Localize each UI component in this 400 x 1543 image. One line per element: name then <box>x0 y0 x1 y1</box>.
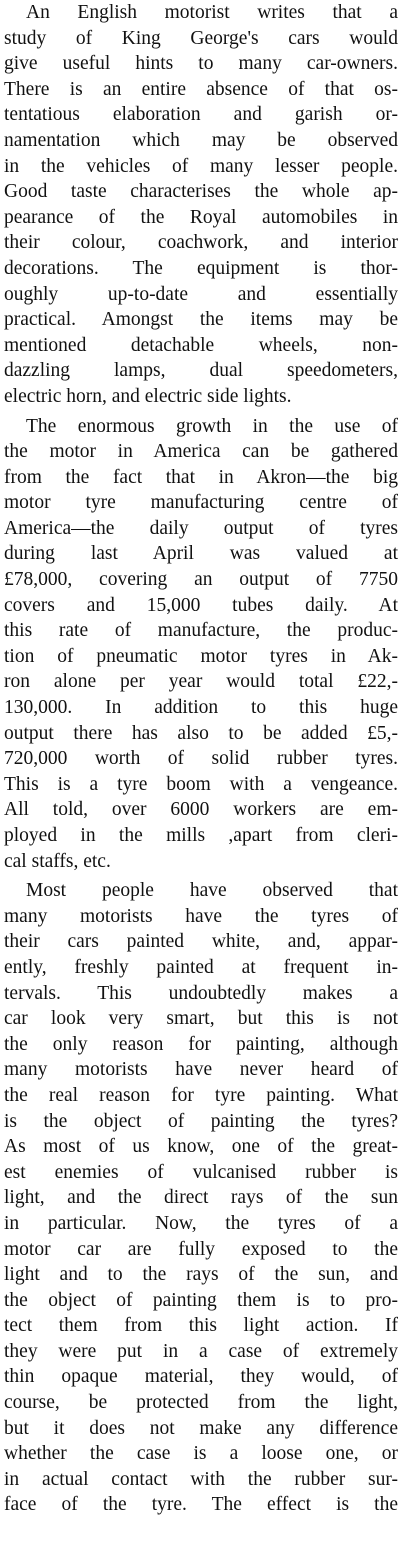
text-line: covers and 15,000 tubes daily. At <box>4 594 398 616</box>
text-line: their cars painted white, and, appar- <box>4 931 398 953</box>
text-line: course, be protected from the light, <box>4 1392 398 1414</box>
text-line: practical. Amongst the items may be <box>4 309 398 331</box>
text-line: All told, over 6000 workers are em- <box>4 799 398 821</box>
text-line: study of King George's cars would <box>4 27 398 49</box>
text-line: America—the daily output of tyres <box>4 517 398 539</box>
text-line: the only reason for painting, although <box>4 1033 398 1055</box>
paragraph-painted-tyres <box>4 878 398 1518</box>
text-line: This is a tyre boom with a vengeance. <box>4 773 398 795</box>
text-line: There is an entire absence of that os- <box>4 78 398 100</box>
text-line: during last April was valued at <box>4 543 398 565</box>
text-line: ently, freshly painted at frequent in- <box>4 956 398 978</box>
text-line: output there has also to be added £5,- <box>4 722 398 744</box>
text-line: tect them from this light action. If <box>4 1315 398 1337</box>
text-line: cal staffs, etc. <box>4 850 111 872</box>
text-line: tion of pneumatic motor tyres in Ak- <box>4 645 398 667</box>
text-line: in the vehicles of many lesser people. <box>4 155 398 177</box>
text-line: many motorists have the tyres of <box>4 905 398 927</box>
text-line: motor car are fully exposed to the <box>4 1238 398 1260</box>
text-line: give useful hints to many car-owners. <box>4 53 398 75</box>
text-line: est enemies of vulcanised rubber is <box>4 1161 398 1183</box>
text-line: 130,000. In addition to this huge <box>4 697 398 719</box>
text-line: in particular. Now, the tyres of a <box>4 1212 398 1234</box>
text-line: namentation which may be observed <box>4 129 398 151</box>
text-line: 720,000 worth of solid rubber tyres. <box>4 748 398 770</box>
text-line: in actual contact with the rubber sur- <box>4 1468 398 1490</box>
text-line: light and to the rays of the sun, and <box>4 1264 398 1286</box>
text-line: ployed in the mills ,apart from cleri- <box>4 825 398 846</box>
text-line: The enormous growth in the use of <box>26 415 398 437</box>
text-line: Most people have observed that <box>26 880 398 902</box>
text-line: but it does not make any difference <box>4 1417 398 1439</box>
text-line: car look very smart, but this is not <box>4 1008 398 1030</box>
text-line: ron alone per year would total £22,- <box>4 671 398 693</box>
text-line: pearance of the Royal automobiles in <box>4 206 398 228</box>
text-line: this rate of manufacture, the produc- <box>4 620 398 642</box>
text-line: As most of us know, one of the great- <box>4 1136 398 1158</box>
paragraph-american-tyres <box>4 414 398 875</box>
text-line: oughly up-to-date and essentially <box>4 283 398 305</box>
text-line: Good taste characterises the whole ap- <box>4 181 398 203</box>
text-line: the real reason for tyre painting. What <box>4 1084 398 1106</box>
text-line: the motor in America can be gathered <box>4 441 398 463</box>
text-line: light, and the direct rays of the sun <box>4 1187 398 1209</box>
text-line: many motorists have never heard of <box>4 1059 398 1081</box>
text-line: motor tyre manufacturing centre of <box>4 492 398 514</box>
text-line: from the fact that in Akron—the big <box>4 466 398 488</box>
text-line: dazzling lamps, dual speedometers, <box>4 360 398 382</box>
text-line: tervals. This undoubtedly makes a <box>4 982 398 1004</box>
text-line: they were put in a case of extremely <box>4 1340 398 1362</box>
text-line: is the object of painting the tyres? <box>4 1110 398 1132</box>
text-line: An English motorist writes that a <box>26 2 398 23</box>
text-line: their colour, coachwork, and interior <box>4 232 398 254</box>
text-line: the object of painting them is to pro- <box>4 1289 398 1311</box>
text-line: tentatious elaboration and garish or- <box>4 104 398 126</box>
text-line: £78,000, covering an output of 7750 <box>4 569 398 591</box>
paragraph-royal-cars <box>4 0 398 410</box>
text-line: whether the case is a loose one, or <box>4 1443 398 1465</box>
text-line: face of the tyre. The effect is the <box>4 1494 398 1516</box>
text-line: mentioned detachable wheels, non- <box>4 334 398 356</box>
text-line: electric horn, and electric side lights. <box>4 385 292 407</box>
text-line: decorations. The equipment is thor- <box>4 257 398 279</box>
text-line: thin opaque material, they would, of <box>4 1366 398 1388</box>
